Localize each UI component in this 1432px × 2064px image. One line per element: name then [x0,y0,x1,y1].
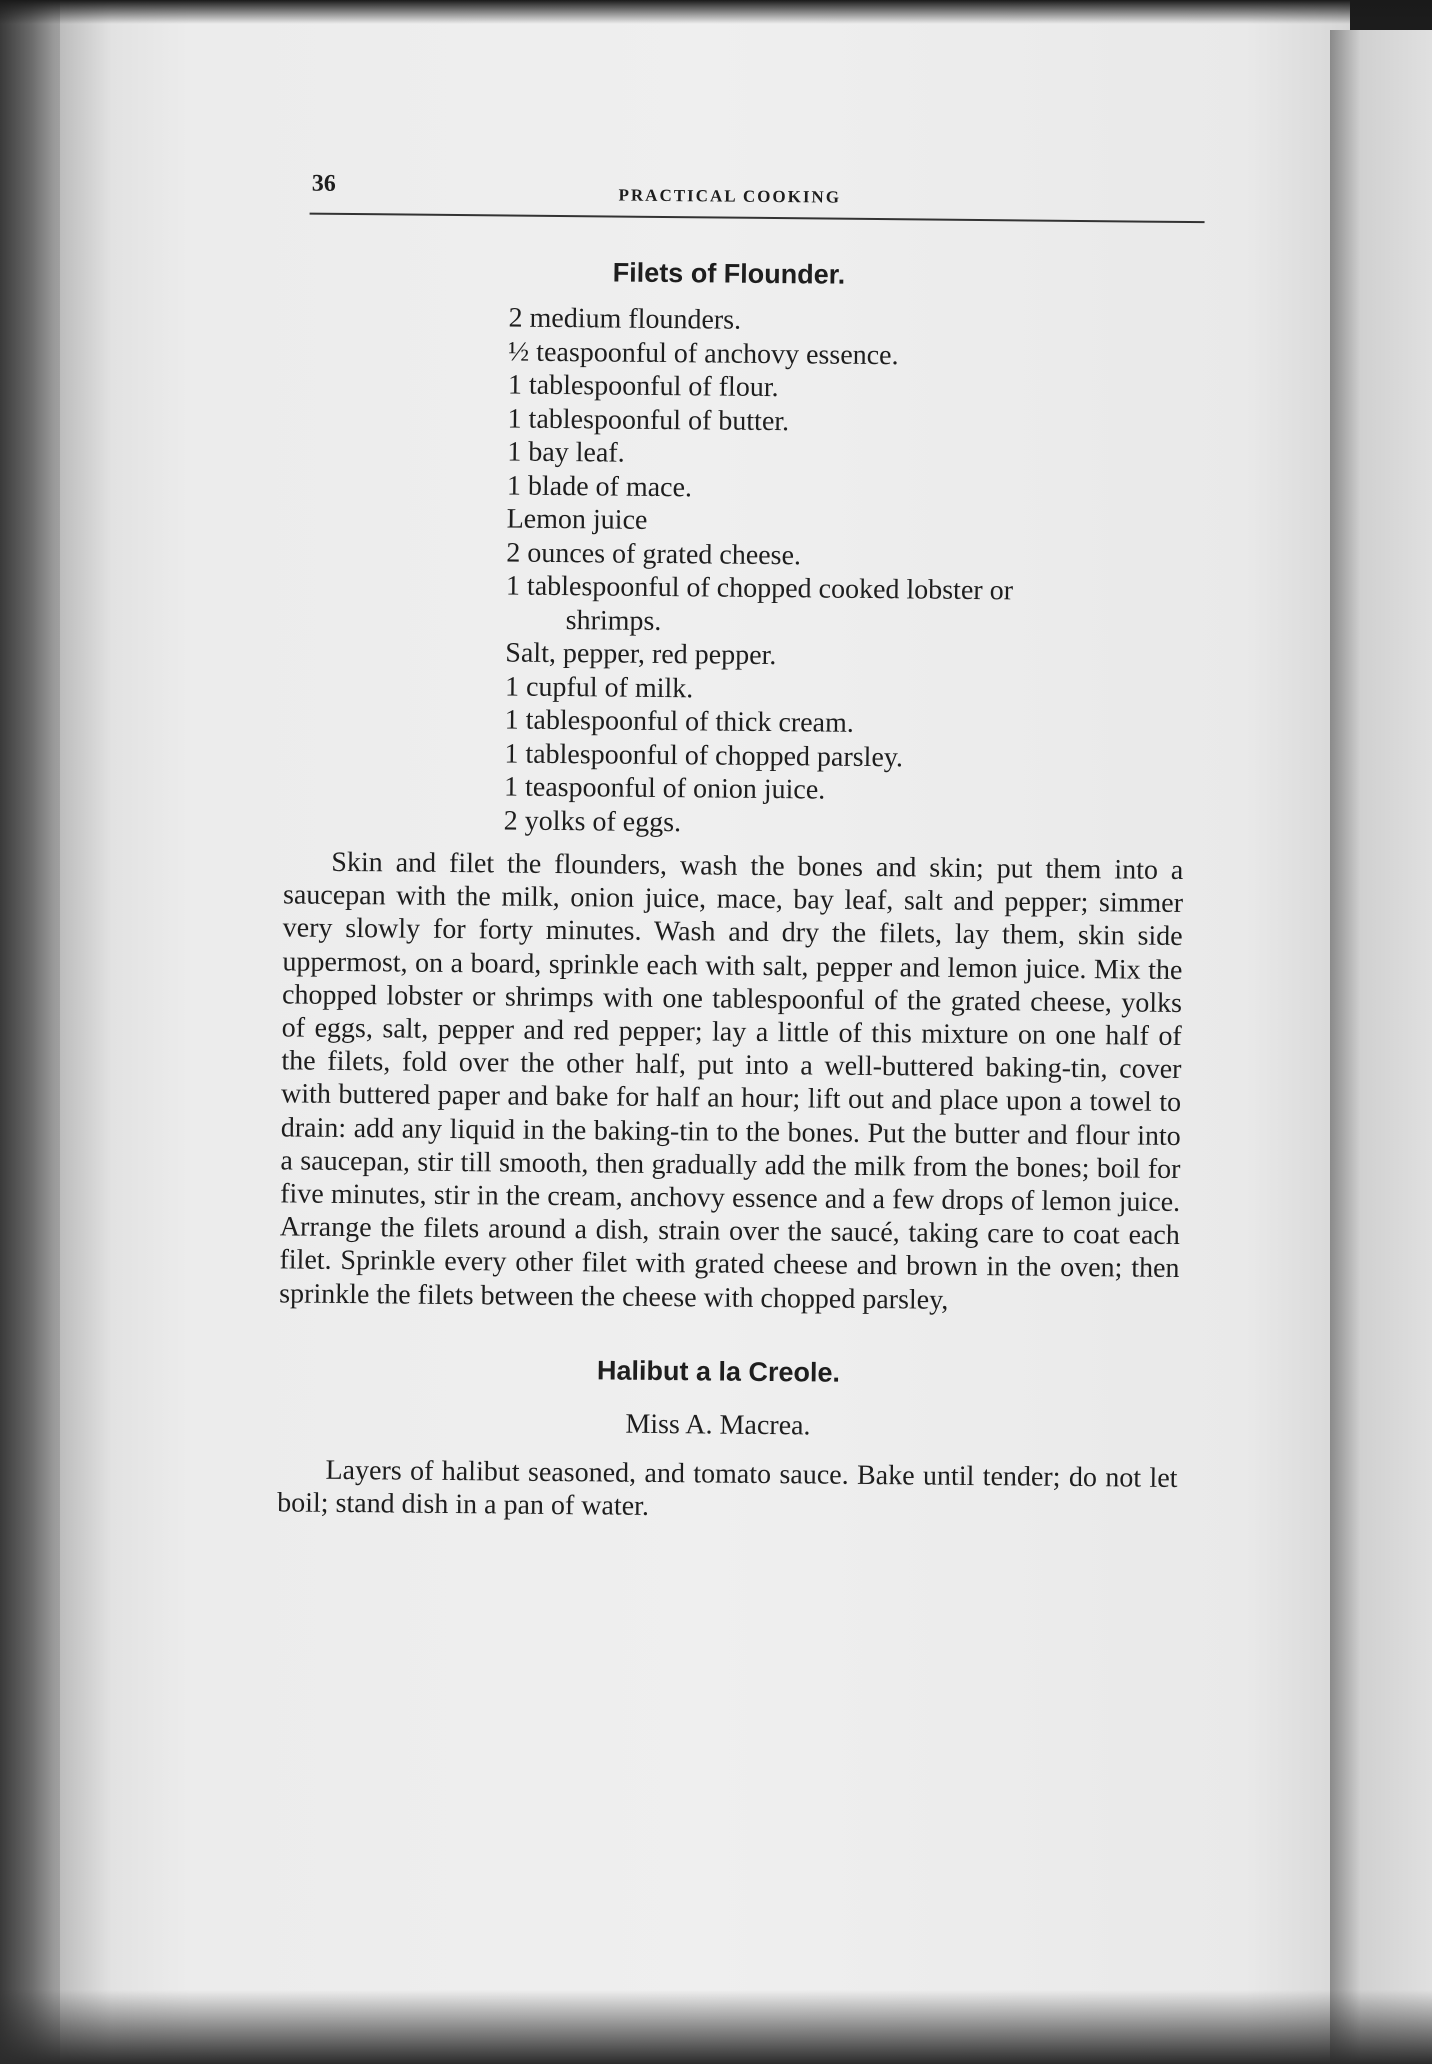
ingredient-list [504,301,1209,844]
ingredient-item: 1 tablespoonful of flour. [507,369,779,404]
ingredient-item: 1 tablespoonful of thick cream. [504,704,854,739]
recipe-title: Filets of Flounder. [612,257,846,290]
header-rule [310,213,1205,224]
running-head: PRACTICAL COOKING [618,185,842,207]
bottom-shadow [0,1990,1432,2064]
top-shadow [0,0,1432,24]
ingredient-item: 1 blade of mace. [506,469,693,503]
ingredient-item-continuation: shrimps. [565,604,662,637]
ingredient-item: Salt, pepper, red pepper. [505,637,777,672]
ingredient-item: ½ teaspoonful of anchovy essence. [508,335,899,371]
ingredient-item: 2 medium flounders. [508,302,742,336]
page-content [237,170,1210,1528]
page-number: 36 [311,170,336,197]
recipe-title: Halibut a la Creole. [596,1355,841,1388]
ingredient-item: 2 yolks of eggs. [503,804,682,838]
ingredient-item: 1 tablespoonful of butter. [507,402,790,437]
ingredient-item: 1 cupful of milk. [504,670,694,704]
ingredient-item: 1 bay leaf. [507,436,625,469]
ingredient-item: 2 ounces of grated cheese. [506,536,802,571]
facing-page-edge [1330,30,1432,2064]
ingredient-item: 1 tablespoonful of chopped cooked lobster or [505,570,1014,607]
ingredient-item: Lemon juice [506,503,648,536]
ingredient-item: 1 teaspoonful of onion juice. [503,771,826,806]
recipe-method: Skin and filet the flounders, wash the bones and skin; put them into a saucepan with the milk, onion juice, mace, bay leaf, salt and pepper; simmer very slowly for forty minutes. Wash and dry the filets, lay them, skin side uppermost, on a board, sprinkle each with salt, pepper and lemon juice. Mix the chopped lobster or shrimps with one tablespoonful of the grated cheese, yolks of eggs, salt, pepper and red pepper; lay a little of this mixture on one half of the filets, fold over the other half, put into a well-buttered baking-tin, cover with buttered paper and bake for half an hour; lift out and place upon a towel to drain: add any liquid in the baking-tin to the bones. Put the butter and flour into a saucepan, stir till smooth, then gradually add the milk from the bones; boil for five minutes, stir in the cream, anchovy essence and a few drops of lemon juice. Arrange the filets around a dish, strain over the saucé, taking care to coat each filet. Sprinkle every other filet with grated cheese and brown in the oven; then sprinkle the filets between the cheese with chopped parsley, [279,846,1184,1316]
page-header [249,170,1210,239]
ingredient-item: 1 tablespoonful of chopped parsley. [504,737,904,773]
recipe-method: Layers of halibut seasoned, and tomato sauce. Bake until tender; do not let boil; stand dish in a pan of water. [277,1454,1178,1522]
recipe-author: Miss A. Macrea. [625,1408,811,1442]
